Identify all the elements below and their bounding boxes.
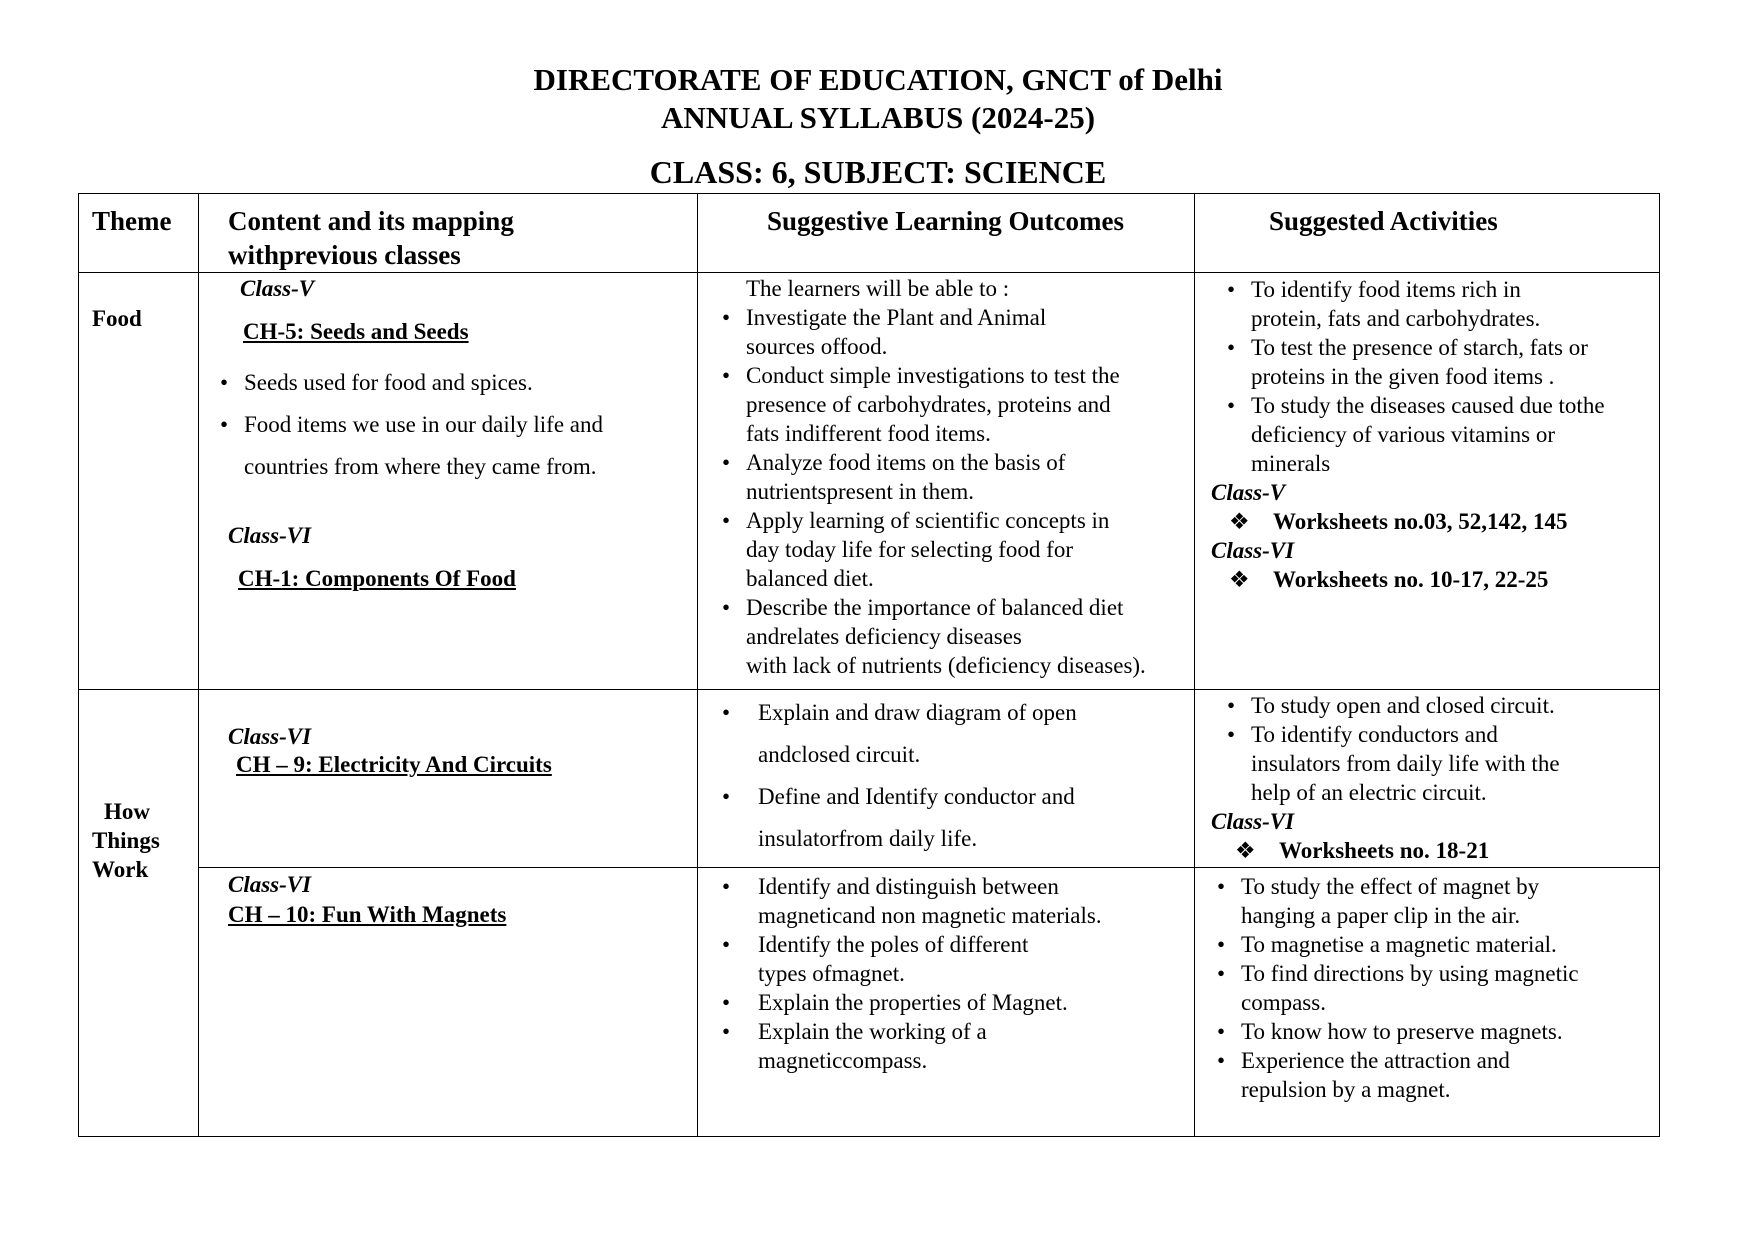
list-item-line: Conduct simple investigations to test the bbox=[746, 363, 1120, 388]
list-item-line: fats indifferent food items. bbox=[746, 421, 991, 446]
list-item-line: andrelates deficiency diseases bbox=[746, 624, 1022, 649]
list-item-line: Food items we use in our daily life and bbox=[244, 412, 603, 437]
list-item: • To study open and closed circuit. bbox=[1225, 691, 1655, 720]
activities-class-label: Class-VI bbox=[1211, 809, 1295, 834]
list-item bbox=[720, 593, 1190, 651]
electricity-row-divider bbox=[198, 867, 1660, 868]
list-item bbox=[1215, 959, 1655, 1017]
list-item-line: nutrientspresent in them. bbox=[746, 479, 975, 504]
list-item-line: To identify conductors and bbox=[1251, 722, 1498, 747]
list-item-line: Identify the poles of different bbox=[758, 932, 1029, 957]
worksheet-item: ❖ Worksheets no.03, 52,142, 145 bbox=[1211, 507, 1655, 536]
list-item-line: deficiency of various vitamins or bbox=[1251, 422, 1556, 447]
list-item bbox=[1215, 872, 1655, 930]
activities-class-label: Class-VI bbox=[1211, 538, 1295, 563]
header-row-divider bbox=[78, 272, 1660, 273]
theme-line: Work bbox=[92, 857, 149, 882]
list-item-line: Explain and draw diagram of open bbox=[758, 700, 1077, 725]
list-item: • To know how to preserve magnets. bbox=[1215, 1017, 1655, 1046]
column-header-content-line2: withprevious classes bbox=[228, 240, 461, 270]
list-item bbox=[720, 448, 1190, 506]
outcomes-magnets bbox=[718, 872, 1188, 1075]
table-border-top bbox=[78, 193, 1660, 194]
activities-electricity bbox=[1211, 691, 1655, 865]
list-item bbox=[720, 872, 1188, 930]
content-class-label: Class-VI bbox=[228, 523, 312, 548]
column-header-activities: Suggested Activities bbox=[1269, 206, 1498, 236]
list-item-line: Analyze food items on the basis of bbox=[746, 450, 1066, 475]
list-item bbox=[720, 361, 1190, 448]
class-subject: CLASS: 6, SUBJECT: SCIENCE bbox=[649, 154, 1107, 190]
list-item-line: Investigate the Plant and Animal bbox=[746, 305, 1047, 330]
list-item bbox=[218, 404, 688, 488]
activities-class-label: Class-V bbox=[1211, 480, 1286, 505]
list-item bbox=[720, 1017, 1188, 1075]
list-item-line: repulsion by a magnet. bbox=[1241, 1077, 1451, 1102]
list-item: • Explain the properties of Magnet. bbox=[720, 988, 1188, 1017]
food-row-divider bbox=[78, 689, 1660, 690]
table-border-right bbox=[1659, 193, 1660, 1137]
chapter-title: CH – 10: Fun With Magnets bbox=[228, 902, 507, 927]
list-item-line: compass. bbox=[1241, 990, 1326, 1015]
list-item-line: help of an electric circuit. bbox=[1251, 780, 1487, 805]
list-item bbox=[720, 303, 1190, 361]
syllabus-year: ANNUAL SYLLABUS (2024-25) bbox=[660, 100, 1096, 135]
list-item-line: insulatorfrom daily life. bbox=[758, 826, 978, 851]
list-item-line: Explain the working of a bbox=[758, 1019, 987, 1044]
list-item bbox=[1225, 333, 1655, 391]
worksheet-item: ❖ Worksheets no. 10-17, 22-25 bbox=[1211, 565, 1655, 594]
chapter-title: CH – 9: Electricity And Circuits bbox=[236, 752, 552, 777]
theme-food: Food bbox=[92, 306, 142, 331]
outcomes-trailing: with lack of nutrients (deficiency diseases). bbox=[746, 653, 1146, 678]
list-item: • Seeds used for food and spices. bbox=[218, 362, 688, 404]
activities-food bbox=[1211, 275, 1655, 594]
table-border-left bbox=[78, 193, 79, 1137]
list-item-line: insulators from daily life with the bbox=[1251, 751, 1560, 776]
activities-magnets bbox=[1211, 872, 1655, 1104]
list-item-line: presence of carbohydrates, proteins and bbox=[746, 392, 1111, 417]
outcomes-electricity bbox=[718, 692, 1188, 860]
content-class-label: Class-VI bbox=[228, 872, 312, 897]
theme-how-things-work bbox=[92, 797, 192, 884]
list-item-line: andclosed circuit. bbox=[758, 742, 921, 767]
list-item-line: Describe the importance of balanced diet bbox=[746, 595, 1124, 620]
chapter-title: CH-5: Seeds and Seeds bbox=[243, 319, 469, 344]
theme-line: Things bbox=[92, 828, 160, 853]
outcomes-food bbox=[718, 274, 1190, 680]
list-item-line: Experience the attraction and bbox=[1241, 1048, 1510, 1073]
list-item bbox=[1225, 275, 1655, 333]
column-header-theme: Theme bbox=[92, 206, 172, 236]
list-item bbox=[720, 692, 1188, 776]
list-item-line: countries from where they came from. bbox=[244, 454, 597, 479]
list-item-line: balanced diet. bbox=[746, 566, 874, 591]
column-header-content-line1: Content and its mapping bbox=[228, 206, 514, 236]
outcomes-intro: The learners will be able to : bbox=[746, 276, 1010, 301]
list-item-line: minerals bbox=[1251, 451, 1331, 476]
column-header-outcomes: Suggestive Learning Outcomes bbox=[767, 206, 1124, 236]
chapter-title: CH-1: Components Of Food bbox=[238, 566, 516, 591]
list-item bbox=[1225, 720, 1655, 807]
content-class-label: Class-V bbox=[240, 276, 315, 301]
list-item: • To magnetise a magnetic material. bbox=[1215, 930, 1655, 959]
list-item-line: sources offood. bbox=[746, 334, 888, 359]
theme-line: How bbox=[104, 799, 150, 824]
list-item bbox=[1215, 1046, 1655, 1104]
column-divider-1 bbox=[198, 193, 199, 1137]
list-item-line: Identify and distinguish between bbox=[758, 874, 1059, 899]
list-item-line: To identify food items rich in bbox=[1251, 277, 1521, 302]
list-item-line: Define and Identify conductor and bbox=[758, 784, 1075, 809]
worksheet-item: ❖ Worksheets no. 18-21 bbox=[1217, 836, 1655, 865]
list-item bbox=[1225, 391, 1655, 478]
list-item-line: Apply learning of scientific concepts in bbox=[746, 508, 1110, 533]
table-border-bottom bbox=[78, 1136, 1660, 1137]
column-divider-3 bbox=[1194, 193, 1195, 1137]
list-item-line: magneticcompass. bbox=[758, 1048, 928, 1073]
list-item-line: magneticand non magnetic materials. bbox=[758, 903, 1102, 928]
list-item-line: To study the effect of magnet by bbox=[1241, 874, 1540, 899]
document-title: DIRECTORATE OF EDUCATION, GNCT of Delhi bbox=[533, 62, 1223, 97]
list-item bbox=[720, 776, 1188, 860]
list-item bbox=[720, 930, 1188, 988]
list-item-line: To find directions by using magnetic bbox=[1241, 961, 1579, 986]
column-divider-2 bbox=[697, 193, 698, 1137]
content-class-label: Class-VI bbox=[228, 724, 312, 749]
column-header-content bbox=[228, 204, 514, 272]
list-item-line: To test the presence of starch, fats or bbox=[1251, 335, 1588, 360]
list-item-line: To study the diseases caused due tothe bbox=[1251, 393, 1605, 418]
list-item-line: protein, fats and carbohydrates. bbox=[1251, 306, 1541, 331]
list-item-line: types ofmagnet. bbox=[758, 961, 905, 986]
list-item-line: day today life for selecting food for bbox=[746, 537, 1073, 562]
list-item bbox=[720, 506, 1190, 593]
content-list bbox=[218, 362, 688, 488]
list-item-line: hanging a paper clip in the air. bbox=[1241, 903, 1521, 928]
list-item-line: proteins in the given food items . bbox=[1251, 364, 1555, 389]
